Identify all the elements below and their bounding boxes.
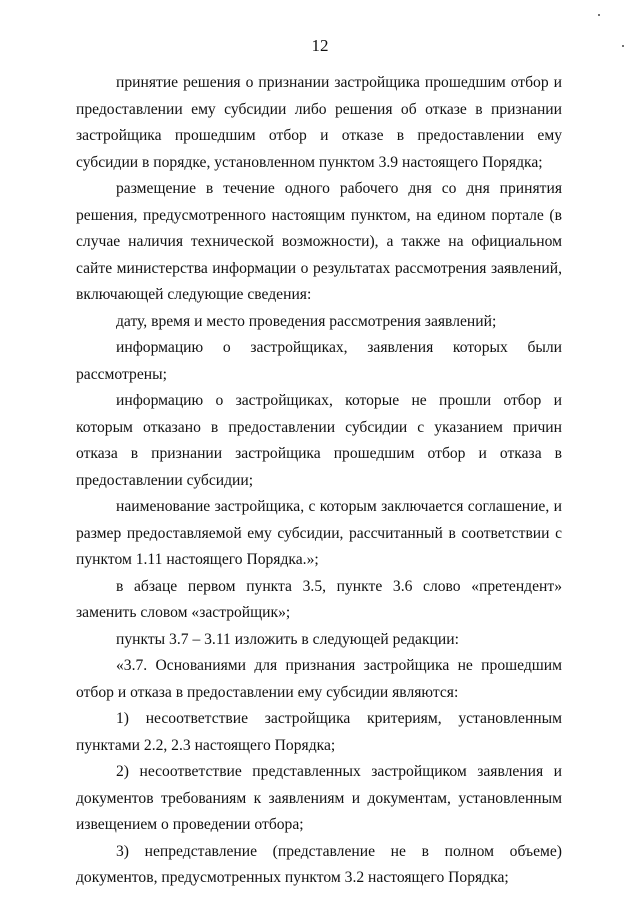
paragraph: «3.7. Основаниями для признания застройщика не прошедшим отбор и отказа в предоставлении ему субсидии являются:: [76, 657, 562, 701]
paragraph: в абзаце первом пункта 3.5, пункте 3.6 слово «претендент» заменить словом «застройщик»;: [76, 577, 562, 621]
paragraph: размещение в течение одного рабочего дня со дня принятия решения, предусмотренного настоящим пунктом, на едином портале (в случае наличия технической возможности), а также на официальном сайте министерства информации о результатах рассмотрения заявлений, включающей следующие сведения:: [76, 180, 562, 303]
paragraph: 1) несоответствие застройщика критериям, установленным пунктами 2.2, 2.3 настоящего Порядка;: [76, 710, 562, 754]
scan-speck: [598, 14, 600, 16]
paragraph: принятие решения о признании застройщика прошедшим отбор и предоставлении ему субсидии либо решения об отказе в признании застройщика прошедшим отбор и отказе в предоставлении ему субсидии в порядке, установленном пунктом 3.9 настоящего Порядка;: [76, 74, 562, 171]
scan-speck: [622, 45, 624, 47]
page-number: 12: [311, 36, 329, 55]
paragraph: информацию о застройщиках, заявления которых были рассмотрены;: [76, 339, 562, 383]
document-body: [76, 70, 562, 892]
paragraph: 3) непредставление (представление не в полном объеме) документов, предусмотренных пунктом 3.2 настоящего Порядка;: [76, 842, 562, 886]
paragraph: дату, время и место проведения рассмотрения заявлений;: [116, 312, 497, 330]
paragraph: 2) несоответствие представленных застройщиком заявления и документов требованиям к заявлениям и документам, установленным извещением о проведении отбора;: [76, 763, 562, 833]
paragraph: наименование застройщика, с которым заключается соглашение, и размер предоставляемой ему субсидии, рассчитанный в соответствии с пунктом 1.11 настоящего Порядка.»;: [76, 498, 562, 568]
paragraph: информацию о застройщиках, которые не прошли отбор и которым отказано в предоставлении субсидии с указанием причин отказа в признании застройщика прошедшим отбор и отказа в предоставлении субсидии;: [76, 392, 562, 489]
paragraph: пункты 3.7 – 3.11 изложить в следующей редакции:: [116, 630, 459, 648]
